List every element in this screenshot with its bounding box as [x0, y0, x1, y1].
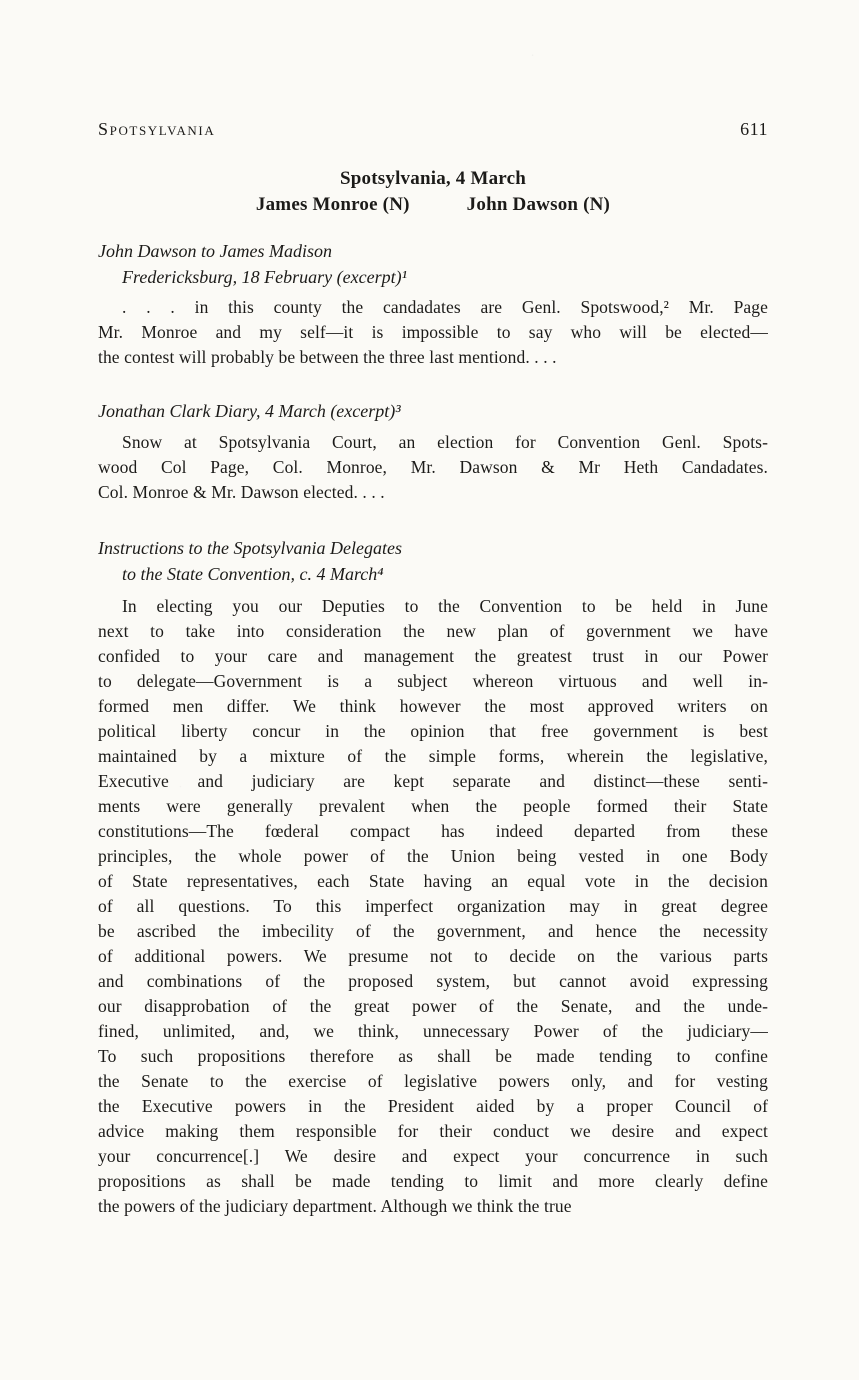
- text-line: . . . in this county the candadates are Genl. Spotswood,² Mr. Page: [122, 297, 768, 317]
- text-line: constitutions—The fœderal compact has indeed departed from these: [98, 821, 768, 841]
- section-clark-diary: [98, 398, 768, 505]
- section-instructions: [98, 535, 768, 1219]
- text-line: formed men differ. We think however the most approved writers on: [98, 696, 768, 716]
- text-line: maintained by a mixture of the simple forms, wherein the legislative,: [98, 746, 768, 766]
- text-line: propositions as shall be made tending to limit and more clearly define: [98, 1171, 768, 1191]
- section-body: [98, 295, 768, 370]
- text-line: of additional powers. We presume not to decide on the various parts: [98, 946, 768, 966]
- document-title-block: [98, 166, 768, 218]
- section-heading: [98, 535, 768, 587]
- candidate-right: John Dawson (N): [466, 194, 611, 215]
- text-line: Col. Monroe & Mr. Dawson elected. . . .: [98, 482, 385, 502]
- heading-line: to the State Convention, c. 4 March⁴: [122, 564, 384, 584]
- text-line: of State representatives, each State having an equal vote in the decision: [98, 871, 768, 891]
- text-line: Snow at Spotsylvania Court, an election for Convention Genl. Spots-: [122, 432, 768, 452]
- heading-line: Fredericksburg, 18 February (excerpt)¹: [122, 267, 407, 287]
- text-line: advice making them responsible for their conduct we desire and expect: [98, 1121, 768, 1141]
- text-line: be ascribed the imbecility of the government, and hence the necessity: [98, 921, 768, 941]
- heading-line: John Dawson to James Madison: [98, 241, 332, 261]
- text-line: the powers of the judiciary department. Although we think the true: [98, 1196, 572, 1216]
- text-line: your concurrence[.] We desire and expect your concurrence in such: [98, 1146, 768, 1166]
- section-body: [98, 430, 768, 505]
- text-line: political liberty concur in the opinion that free government is best: [98, 721, 768, 741]
- text-line: to delegate—Government is a subject whereon virtuous and well in-: [98, 671, 768, 691]
- heading-line: Jonathan Clark Diary, 4 March (excerpt)³: [98, 401, 401, 421]
- text-line: To such propositions therefore as shall be made tending to confine: [98, 1046, 768, 1066]
- heading-line: Instructions to the Spotsylvania Delegates: [98, 538, 402, 558]
- section-heading: [98, 398, 768, 424]
- text-line: the Executive powers in the President aided by a proper Council of: [98, 1096, 768, 1116]
- text-line: next to take into consideration the new plan of government we have: [98, 621, 768, 641]
- section-heading: [98, 238, 768, 290]
- text-line: wood Col Page, Col. Monroe, Mr. Dawson & Mr Heth Candadates.: [98, 457, 768, 477]
- text-line: fined, unlimited, and, we think, unnecessary Power of the judiciary—: [98, 1021, 768, 1041]
- text-line: principles, the whole power of the Union being vested in one Body: [98, 846, 768, 866]
- text-line: of all questions. To this imperfect organization may in great degree: [98, 896, 768, 916]
- text-line: confided to your care and management the greatest trust in our Power: [98, 646, 768, 666]
- candidate-left: James Monroe (N): [255, 194, 410, 215]
- candidates-line: [98, 192, 768, 218]
- text-line: the contest will probably be between the three last mentiond. . . .: [98, 347, 557, 367]
- running-header: [98, 118, 768, 140]
- text-line: Executive and judiciary are kept separate and distinct—these senti-: [98, 771, 768, 791]
- text-line: In electing you our Deputies to the Convention to be held in June: [122, 596, 768, 616]
- document-title: Spotsylvania, 4 March: [340, 168, 526, 189]
- section-body: [98, 594, 768, 1219]
- text-line: and combinations of the proposed system, but cannot avoid expressing: [98, 971, 768, 991]
- text-line: our disapprobation of the great power of the Senate, and the unde-: [98, 996, 768, 1016]
- page-number: 611: [740, 119, 768, 139]
- text-line: ments were generally prevalent when the people formed their State: [98, 796, 768, 816]
- section-dawson-letter: [98, 238, 768, 370]
- text-line: Mr. Monroe and my self—it is impossible to say who will be elected—: [98, 322, 768, 342]
- text-line: the Senate to the exercise of legislative powers only, and for vesting: [98, 1071, 768, 1091]
- running-head: Spotsylvania: [98, 119, 216, 139]
